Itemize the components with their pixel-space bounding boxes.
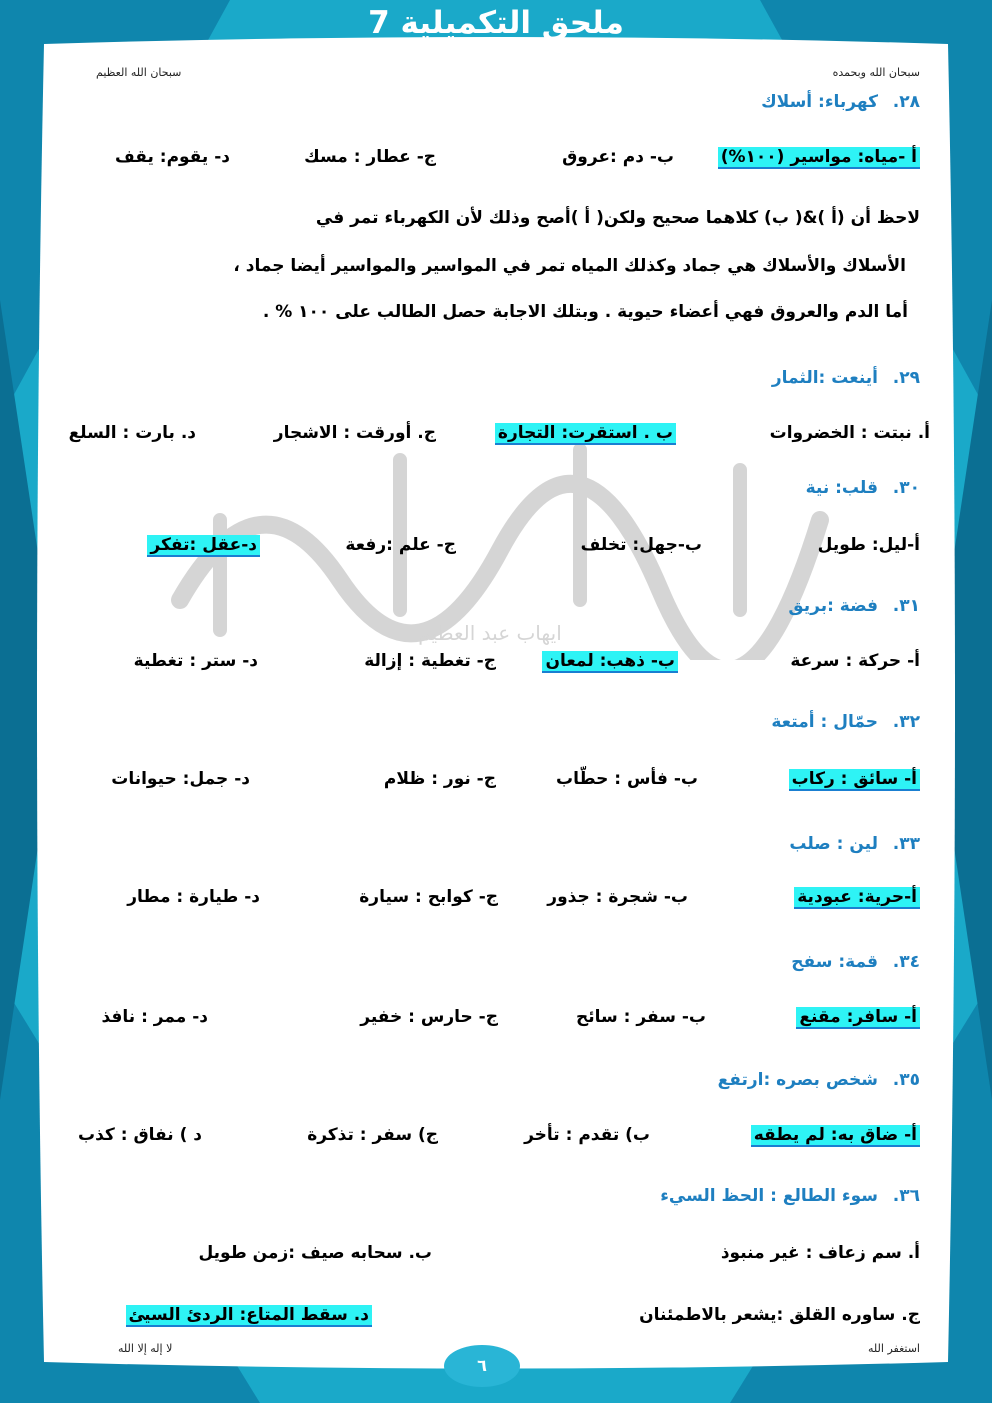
question-35-stem: ٣٥.شخص بصره :ارتفع: [717, 1070, 920, 1090]
question-36-stem: ٣٦.سوء الطالع : الحظ السيء: [660, 1186, 920, 1206]
q30-option-a[interactable]: أ-ليل: طويل: [817, 535, 920, 555]
header-right-text: سبحان الله وبحمده: [832, 66, 920, 79]
q33-option-d[interactable]: د- طيارة : مطار: [127, 887, 260, 907]
q30-option-b[interactable]: ب-جهل: تخلف: [580, 535, 702, 555]
q36-option-c[interactable]: ج. ساوره القلق :يشعر بالاطمئنان: [639, 1305, 920, 1325]
q31-option-d[interactable]: د- ستر : تغطية: [133, 651, 258, 671]
q35-option-a[interactable]: أ- ضاق به: لم يطقه: [751, 1120, 920, 1150]
q35-option-c[interactable]: ج) سفر : تذكرة: [307, 1125, 438, 1145]
q29-option-c[interactable]: ج. أورقت : الاشجار: [273, 423, 436, 443]
q28-option-d[interactable]: د- يقوم: يقف: [114, 147, 230, 167]
q29-option-a[interactable]: أ. نبتت : الخضروات: [769, 423, 930, 443]
q28-answer-highlight: أ -مياه: مواسير (١٠٠%): [718, 147, 920, 169]
q32-option-c[interactable]: ج- نور : ظلام: [383, 769, 496, 789]
question-30-stem: ٣٠.قلب: نية: [805, 478, 920, 498]
watermark-text: ايهاب عبد العظيم: [418, 621, 562, 645]
page-number: ٦: [444, 1345, 520, 1387]
q33-option-c[interactable]: ج- كوابح : سيارة: [359, 887, 498, 907]
question-28-stem: [761, 92, 920, 112]
explanation-line-3: أما الدم والعروق فهي أعضاء حيوية . وبتلك الاجابة حصل الطالب على ١٠٠ % .: [262, 302, 908, 322]
question-stem: كهرباء: أسلاك: [761, 92, 878, 112]
q31-option-a[interactable]: أ- حركة : سرعة: [790, 651, 920, 671]
q34-option-b[interactable]: ب- سفر : سائح: [576, 1007, 706, 1027]
q36-option-a[interactable]: أ. سم زعاف : غير منبوذ: [720, 1243, 920, 1263]
footer-left-text: لا إله إلا الله: [118, 1342, 173, 1355]
q28-option-b[interactable]: ب- دم :عروق: [562, 147, 674, 167]
q29-option-d[interactable]: د. بارت : السلع: [68, 423, 196, 443]
q34-option-d[interactable]: د- ممر : نافذ: [101, 1007, 208, 1027]
q32-option-b[interactable]: ب- فأس : حطّاب: [556, 769, 698, 789]
explanation-line-2: الأسلاك والأسلاك هي جماد وكذلك المياه تمر في المواسير والمواسير أيضا جماد ،: [233, 256, 906, 276]
q34-option-a[interactable]: أ- سافر: مقنع: [796, 1002, 920, 1032]
q31-option-c[interactable]: ج- تغطية : إزالة: [364, 651, 496, 671]
q33-option-b[interactable]: ب- شجرة : جذور: [547, 887, 688, 907]
q35-option-d[interactable]: د ) نفاق : كذب: [78, 1125, 202, 1145]
q32-option-a[interactable]: أ- سائق : ركاب: [789, 764, 920, 794]
q31-option-b[interactable]: ب- ذهب: لمعان: [542, 646, 678, 676]
q28-option-a[interactable]: [718, 142, 920, 172]
q32-option-d[interactable]: د- جمل: حيوانات: [111, 769, 250, 789]
q34-option-c[interactable]: ج- حارس : خفير: [360, 1007, 498, 1027]
question-31-stem: ٣١.فضة :بريق: [788, 596, 920, 616]
question-32-stem: ٣٢.حمّال : أمتعة: [771, 712, 920, 732]
question-33-stem: ٣٣.لين : صلب: [789, 834, 920, 854]
footer-right-text: استغفر الله: [868, 1342, 920, 1355]
q30-option-d[interactable]: د-عقل :تفكر: [147, 530, 260, 560]
explanation-line-1: لاحظ أن (أ )&( ب) كلاهما صحيح ولكن( أ )أصح وذلك لأن الكهرباء تمر في: [315, 208, 920, 228]
q36-option-d[interactable]: د. سقط المتاع: الردئ السيئ: [126, 1300, 372, 1330]
question-29-stem: ٢٩.أينعت :الثمار: [771, 368, 920, 388]
q28-option-c[interactable]: ج- عطار : مسك: [304, 147, 436, 167]
page-banner-title: ملحق التكميلية 7: [368, 5, 624, 41]
q35-option-b[interactable]: ب) تقدم : تأخر: [524, 1125, 650, 1145]
question-34-stem: ٣٤.قمة: سفح: [791, 952, 920, 972]
q36-option-b[interactable]: ب. سحابه صيف :زمن طويل: [198, 1243, 432, 1263]
question-number: ٢٨.: [892, 92, 920, 112]
q29-option-b[interactable]: ب . استقرت: التجارة: [495, 418, 676, 448]
header-left-text: سبحان الله العظيم: [96, 66, 182, 79]
q33-option-a[interactable]: أ-حرية: عبودية: [794, 882, 920, 912]
q30-option-c[interactable]: ج- علم :رفعة: [345, 535, 456, 555]
